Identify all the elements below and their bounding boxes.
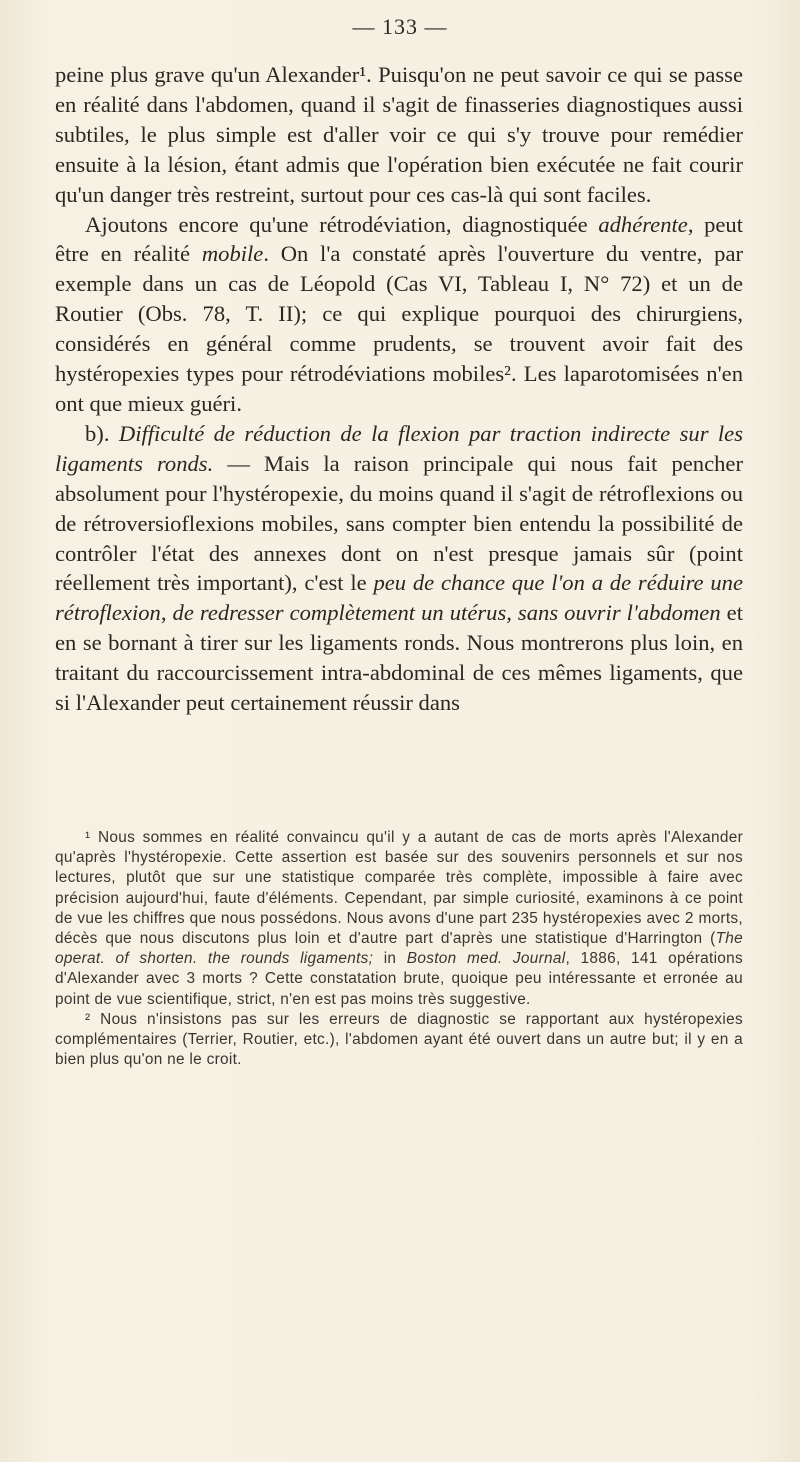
paragraph-1: peine plus grave qu'un Alexander¹. Puisqu'on ne peut savoir ce qui se passe en réalité dans l'abdomen, quand il s'agit de finasseries diagnostiques aussi subtiles, le plus simple est d'aller voir ce qui s'y trouve pour remédier ensuite à la lésion, étant admis que l'opération bien exécutée ne fait courir qu'un danger très restreint, surtout pour ces cas-là qui sont faciles. xyxy=(55,62,743,207)
p2-emphasis-mobile: mobile xyxy=(201,241,264,267)
p3-section-heading: Difficulté de réduction de la flexion par traction indirecte sur les ligaments ronds. xyxy=(55,420,743,476)
fn1-text-b: in xyxy=(373,950,407,968)
fn1-title: The operat. of shorten. the rounds ligaments; xyxy=(55,930,743,968)
fn1-journal: Boston med. Journal xyxy=(406,950,566,968)
p2-text-b: , peut être en réalité xyxy=(55,211,743,267)
fn1-text-a: ¹ Nous sommes en réalité convaincu qu'il y a autant de cas de morts après l'Alexander qu'après l'hystéropexie. Cette assertion est basée sur des souvenirs personnels et sur nos lectures, plutôt que sur une statistique comparée très complète, impossible à faire avec précision aujourd'hui, faute d'éléments. Cependant, par simple curiosité, examinons à ce point de vue les chiffres que nous possédons. Nous avons d'une part 235 hystéropexies avec 2 morts, décès que nous discutons plus loin et d'autre part d'après une statistique d'Harrington ( xyxy=(55,829,743,948)
footnote-1 xyxy=(55,828,743,1010)
paragraph-3 xyxy=(55,419,743,718)
p2-emphasis-adherente: adhérente xyxy=(598,211,688,237)
fn1-text-c: , 1886, 141 opérations d'Alexander avec 3 morts ? Cette constatation brute, quoique peu intéressante et erronée au point de vue scientifique, strict, n'en est pas moins très suggestive. xyxy=(55,950,743,1008)
p2-text-c: . On l'a constaté après l'ouverture du ventre, par exemple dans un cas de Léopold (Cas VI, Tableau I, N° 72) et un de Routier (Obs. 78, T. II); ce qui explique pourquoi des chirurgiens, considérés en général comme prudents, se trouvent avoir fait des hystéropexies types pour rétrodéviations mobiles². Les laparotomisées n'en ont que mieux guéri. xyxy=(55,241,743,416)
footnotes xyxy=(55,828,743,1070)
p3-text-b: — Mais la raison principale qui nous fait pencher absolument pour l'hystéropexie, du moins quand il s'agit de rétroflexions ou de rétroversioflexions mobiles, sans compter bien entendu la possibilité de contrôler l'état des annexes dont on n'est presque jamais sûr (point réellement très important), c'est le xyxy=(55,450,743,596)
paragraph-2 xyxy=(55,210,743,419)
footnote-2: ² Nous n'insistons pas sur les erreurs de diagnostic se rapportant aux hystéropexies complémentaires (Terrier, Routier, etc.), l'abdomen ayant été ouvert dans un autre but; il y en a bien plus qu'on ne le croit. xyxy=(55,1010,743,1069)
main-text xyxy=(55,60,743,718)
p3-text-a: b). xyxy=(85,420,119,446)
page-number: — 133 — xyxy=(352,14,448,39)
p3-text-c: et en se bornant à tirer sur les ligaments ronds. Nous montrerons plus loin, en traitant du raccourcissement intra-abdominal de ces mêmes ligaments, que si l'Alexander peut certainement réussir dans xyxy=(55,600,743,716)
p2-text-a: Ajoutons encore qu'une rétrodéviation, diagnostiquée xyxy=(85,211,599,237)
p3-emphasis: peu de chance que l'on a de réduire une rétroflexion, de redresser complètement un utérus, sans ouvrir l'abdomen xyxy=(55,570,743,626)
